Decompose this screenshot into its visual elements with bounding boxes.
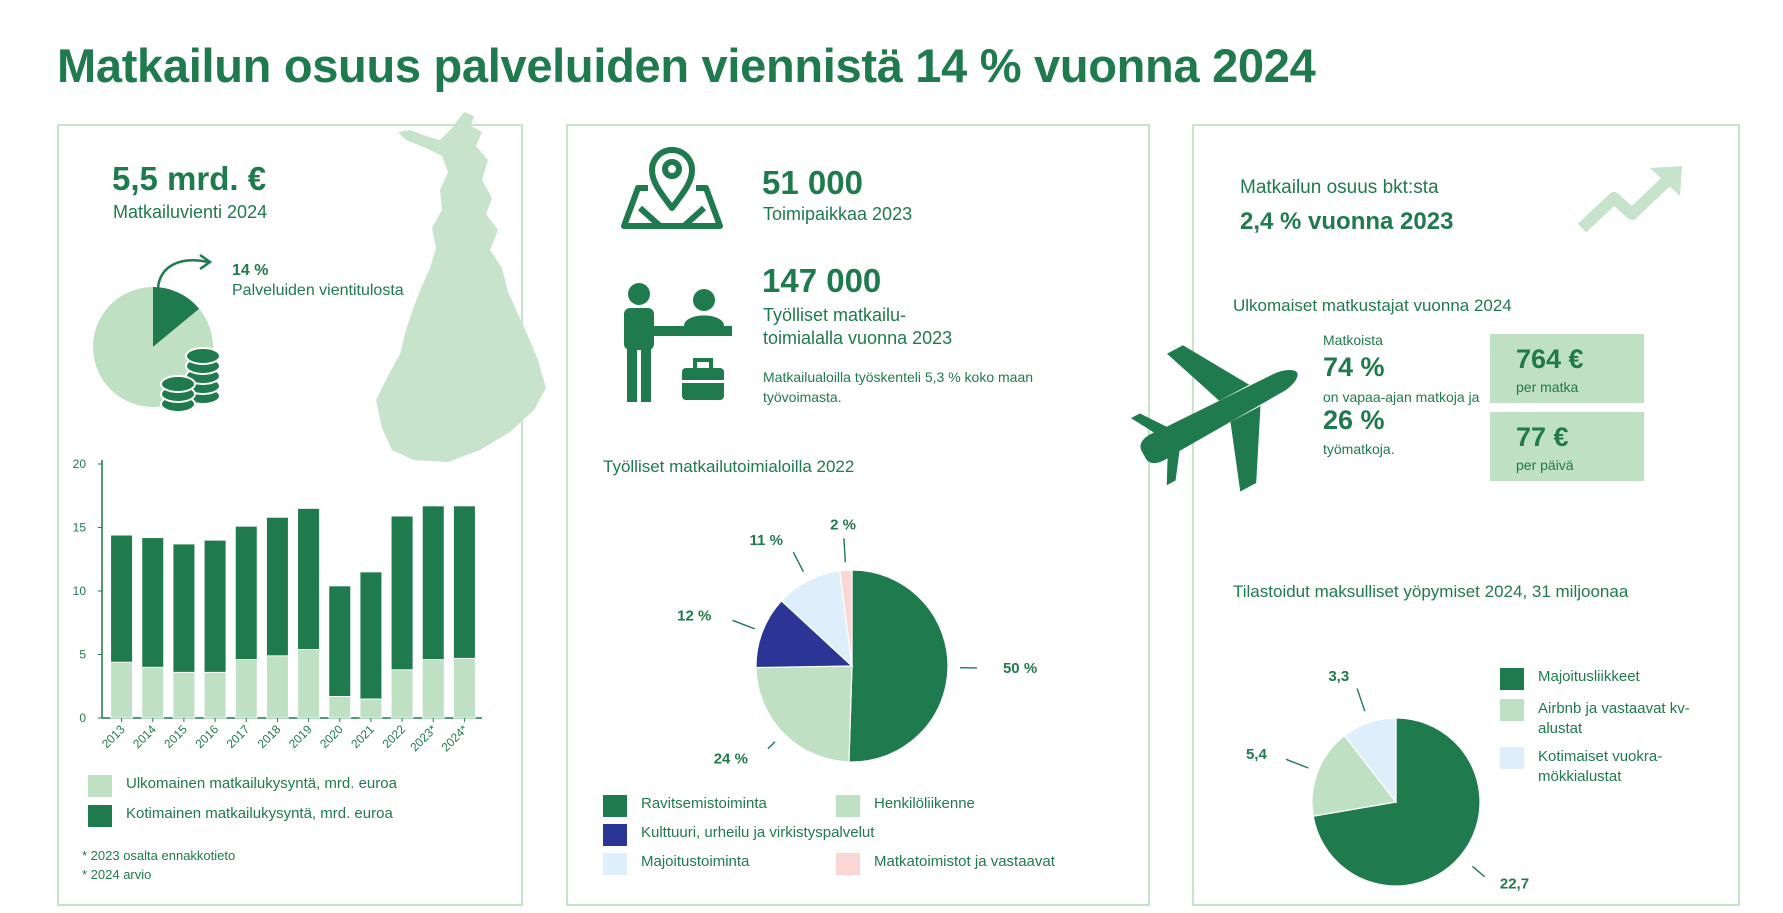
- per-trip-box: [1490, 334, 1644, 403]
- legend-swatch: [1500, 699, 1524, 721]
- trend-up-icon: [1578, 164, 1688, 236]
- legend-label-line: Airbnb ja vastaavat kv-: [1538, 700, 1690, 717]
- bar-segment: [204, 672, 226, 718]
- x-tick-label: 2023*: [407, 722, 440, 755]
- legend-item-airbnb: [1500, 699, 1690, 739]
- x-tick-label: 2014: [130, 722, 159, 752]
- y-tick-label: 20: [72, 457, 86, 471]
- bar-segment: [298, 508, 320, 649]
- footnote-2024: * 2024 arvio: [82, 867, 152, 882]
- per-day-box: [1490, 412, 1644, 481]
- bar-segment: [391, 670, 413, 718]
- bar-segment: [111, 662, 133, 718]
- legend-swatch: [836, 795, 860, 817]
- x-tick-label: 2019: [285, 722, 315, 752]
- legend-label-line: mökkialustat: [1538, 768, 1622, 785]
- pie-value-label: 2 %: [830, 516, 856, 534]
- share-label: Palveluiden vientitulosta: [232, 282, 404, 299]
- per-trip-value: 764 €: [1516, 344, 1584, 374]
- legend-label: Majoitustoiminta: [641, 853, 750, 870]
- bar-segment: [454, 506, 476, 658]
- places-label: Toimipaikkaa 2023: [763, 204, 913, 224]
- x-tick-label: 2020: [317, 722, 346, 752]
- legend-label: Kulttuuri, urheilu ja virkistyspalvelut: [641, 824, 875, 841]
- pie-value-label: 50 %: [1002, 660, 1038, 678]
- pie-value-label: 24 %: [713, 750, 748, 768]
- y-tick-label: 5: [79, 647, 86, 662]
- legend-label-line: Kotimaiset vuokra-: [1538, 748, 1663, 765]
- workers-icon: [612, 280, 732, 406]
- footnote-2023: * 2023 osalta ennakkotieto: [82, 848, 236, 863]
- x-tick-label: 2024*: [438, 722, 471, 755]
- pie-leader-line: [844, 538, 846, 562]
- legend-item-hotels: [1500, 668, 1640, 690]
- per-day-label: per päivä: [1516, 457, 1574, 473]
- airplane-icon: [1126, 330, 1306, 500]
- legend-label: Henkilöliikenne: [874, 795, 975, 812]
- foreign-travellers-title: Ulkomaiset matkustajat vuonna 2024: [1233, 296, 1512, 315]
- y-tick-label: 15: [72, 520, 86, 535]
- work-label: työmatkoja.: [1323, 441, 1395, 457]
- pie-value-label: 12 %: [677, 607, 712, 625]
- legend-item-domestic: [88, 805, 393, 827]
- legend-label: Ravitsemistoiminta: [641, 795, 767, 812]
- pie-leader-line: [1472, 866, 1484, 876]
- legend-label-line: alustat: [1538, 720, 1583, 737]
- x-tick-label: 2017: [223, 722, 253, 752]
- y-tick-label: 0: [79, 711, 86, 725]
- bar-segment: [204, 540, 226, 672]
- export-label: Matkailuvienti 2024: [113, 202, 268, 222]
- bar-segment: [454, 658, 476, 718]
- share-value: 14 %: [232, 262, 269, 279]
- legend-swatch: [603, 795, 627, 817]
- legend-label: Majoitusliikkeet: [1538, 668, 1640, 685]
- pie-leader-line: [793, 552, 803, 572]
- legend-swatch: [1500, 747, 1524, 769]
- leisure-label: on vapaa-ajan matkoja ja: [1323, 389, 1480, 405]
- leisure-value: 74 %: [1323, 352, 1385, 382]
- x-tick-label: 2018: [254, 722, 284, 752]
- pie-slice: [849, 570, 948, 762]
- gdp-value: 2,4 % vuonna 2023: [1240, 208, 1454, 235]
- legend-label: Ulkomainen matkailukysyntä, mrd. euroa: [126, 775, 397, 792]
- bar-segment: [235, 526, 257, 659]
- bar-segment: [391, 516, 413, 670]
- workers-label-1: Työlliset matkailu-: [763, 305, 907, 325]
- x-tick-label: 2015: [161, 722, 191, 752]
- map-pin-icon: [620, 146, 724, 232]
- coins-icon: [158, 342, 224, 414]
- bar-segment: [173, 544, 195, 672]
- bar-segment: [235, 660, 257, 718]
- legend-item-foreign: [88, 775, 397, 797]
- pie-leader-line: [768, 742, 775, 749]
- bar-segment: [142, 538, 164, 668]
- legend-item-cottages: [1500, 747, 1662, 787]
- bar-segment: [422, 660, 444, 718]
- bar-segment: [360, 699, 382, 718]
- legend-label: Kotimainen matkailukysyntä, mrd. euroa: [126, 805, 393, 822]
- per-day-value: 77 €: [1516, 422, 1569, 452]
- bar-segment: [142, 667, 164, 718]
- pie-slice: [756, 666, 852, 762]
- bar-segment: [173, 672, 195, 718]
- legend-swatch: [88, 805, 112, 827]
- bar-segment: [267, 656, 289, 718]
- page-title: Matkailun osuus palveluiden viennistä 14 % vuonna 2024: [57, 39, 1316, 92]
- legend-label: Matkatoimistot ja vastaavat: [874, 853, 1055, 870]
- demand-bar-chart: [62, 450, 502, 770]
- bar-segment: [360, 572, 382, 699]
- legend-swatch: [603, 824, 627, 846]
- x-tick-label: 2021: [348, 722, 378, 752]
- employment-pie-title: Työlliset matkailutoimialoilla 2022: [603, 457, 855, 476]
- legend-item-accommodation: [603, 853, 749, 875]
- overnights-pie: [1200, 640, 1530, 900]
- x-tick-label: 2016: [192, 722, 222, 752]
- bar-segment: [298, 649, 320, 718]
- bar-segment: [267, 517, 289, 655]
- workers-note-1: Matkailualoilla työskenteli 5,3 % koko maan: [763, 369, 1034, 385]
- legend-item-culture: [603, 824, 874, 846]
- employment-pie: [640, 490, 1060, 770]
- export-value: 5,5 mrd. €: [112, 160, 267, 197]
- y-tick-label: 10: [72, 584, 86, 598]
- legend-swatch: [1500, 668, 1524, 690]
- bar-segment: [329, 696, 351, 718]
- workers-value: 147 000: [762, 262, 882, 299]
- pie-leader-line: [732, 620, 754, 629]
- x-tick-label: 2022: [379, 722, 409, 752]
- legend-item-agencies: [836, 853, 1055, 875]
- legend-swatch: [88, 775, 112, 797]
- places-value: 51 000: [762, 164, 863, 201]
- pie-value-label: 11 %: [749, 531, 783, 549]
- pie-leader-line: [1286, 759, 1308, 768]
- pie-value-label: 22,7: [1499, 875, 1530, 893]
- bar-segment: [111, 535, 133, 662]
- pie-value-label: 5,4: [1245, 745, 1267, 763]
- legend-item-food: [603, 795, 767, 817]
- work-value: 26 %: [1323, 405, 1385, 435]
- pie-leader-line: [1357, 688, 1365, 711]
- bar-segment: [329, 586, 351, 696]
- workers-label-2: toimialalla vuonna 2023: [763, 328, 953, 348]
- workers-note-2: työvoimasta.: [763, 389, 842, 405]
- trips-label: Matkoista: [1323, 332, 1383, 348]
- per-trip-label: per matka: [1516, 379, 1579, 395]
- legend-item-transport: [836, 795, 975, 817]
- legend-swatch: [603, 853, 627, 875]
- pie-value-label: 3,3: [1328, 668, 1350, 686]
- gdp-label: Matkailun osuus bkt:sta: [1240, 177, 1439, 198]
- legend-swatch: [836, 853, 860, 875]
- overnights-pie-title: Tilastoidut maksulliset yöpymiset 2024, 31 miljoonaa: [1233, 582, 1629, 601]
- bar-segment: [422, 506, 444, 660]
- x-tick-label: 2013: [98, 722, 128, 752]
